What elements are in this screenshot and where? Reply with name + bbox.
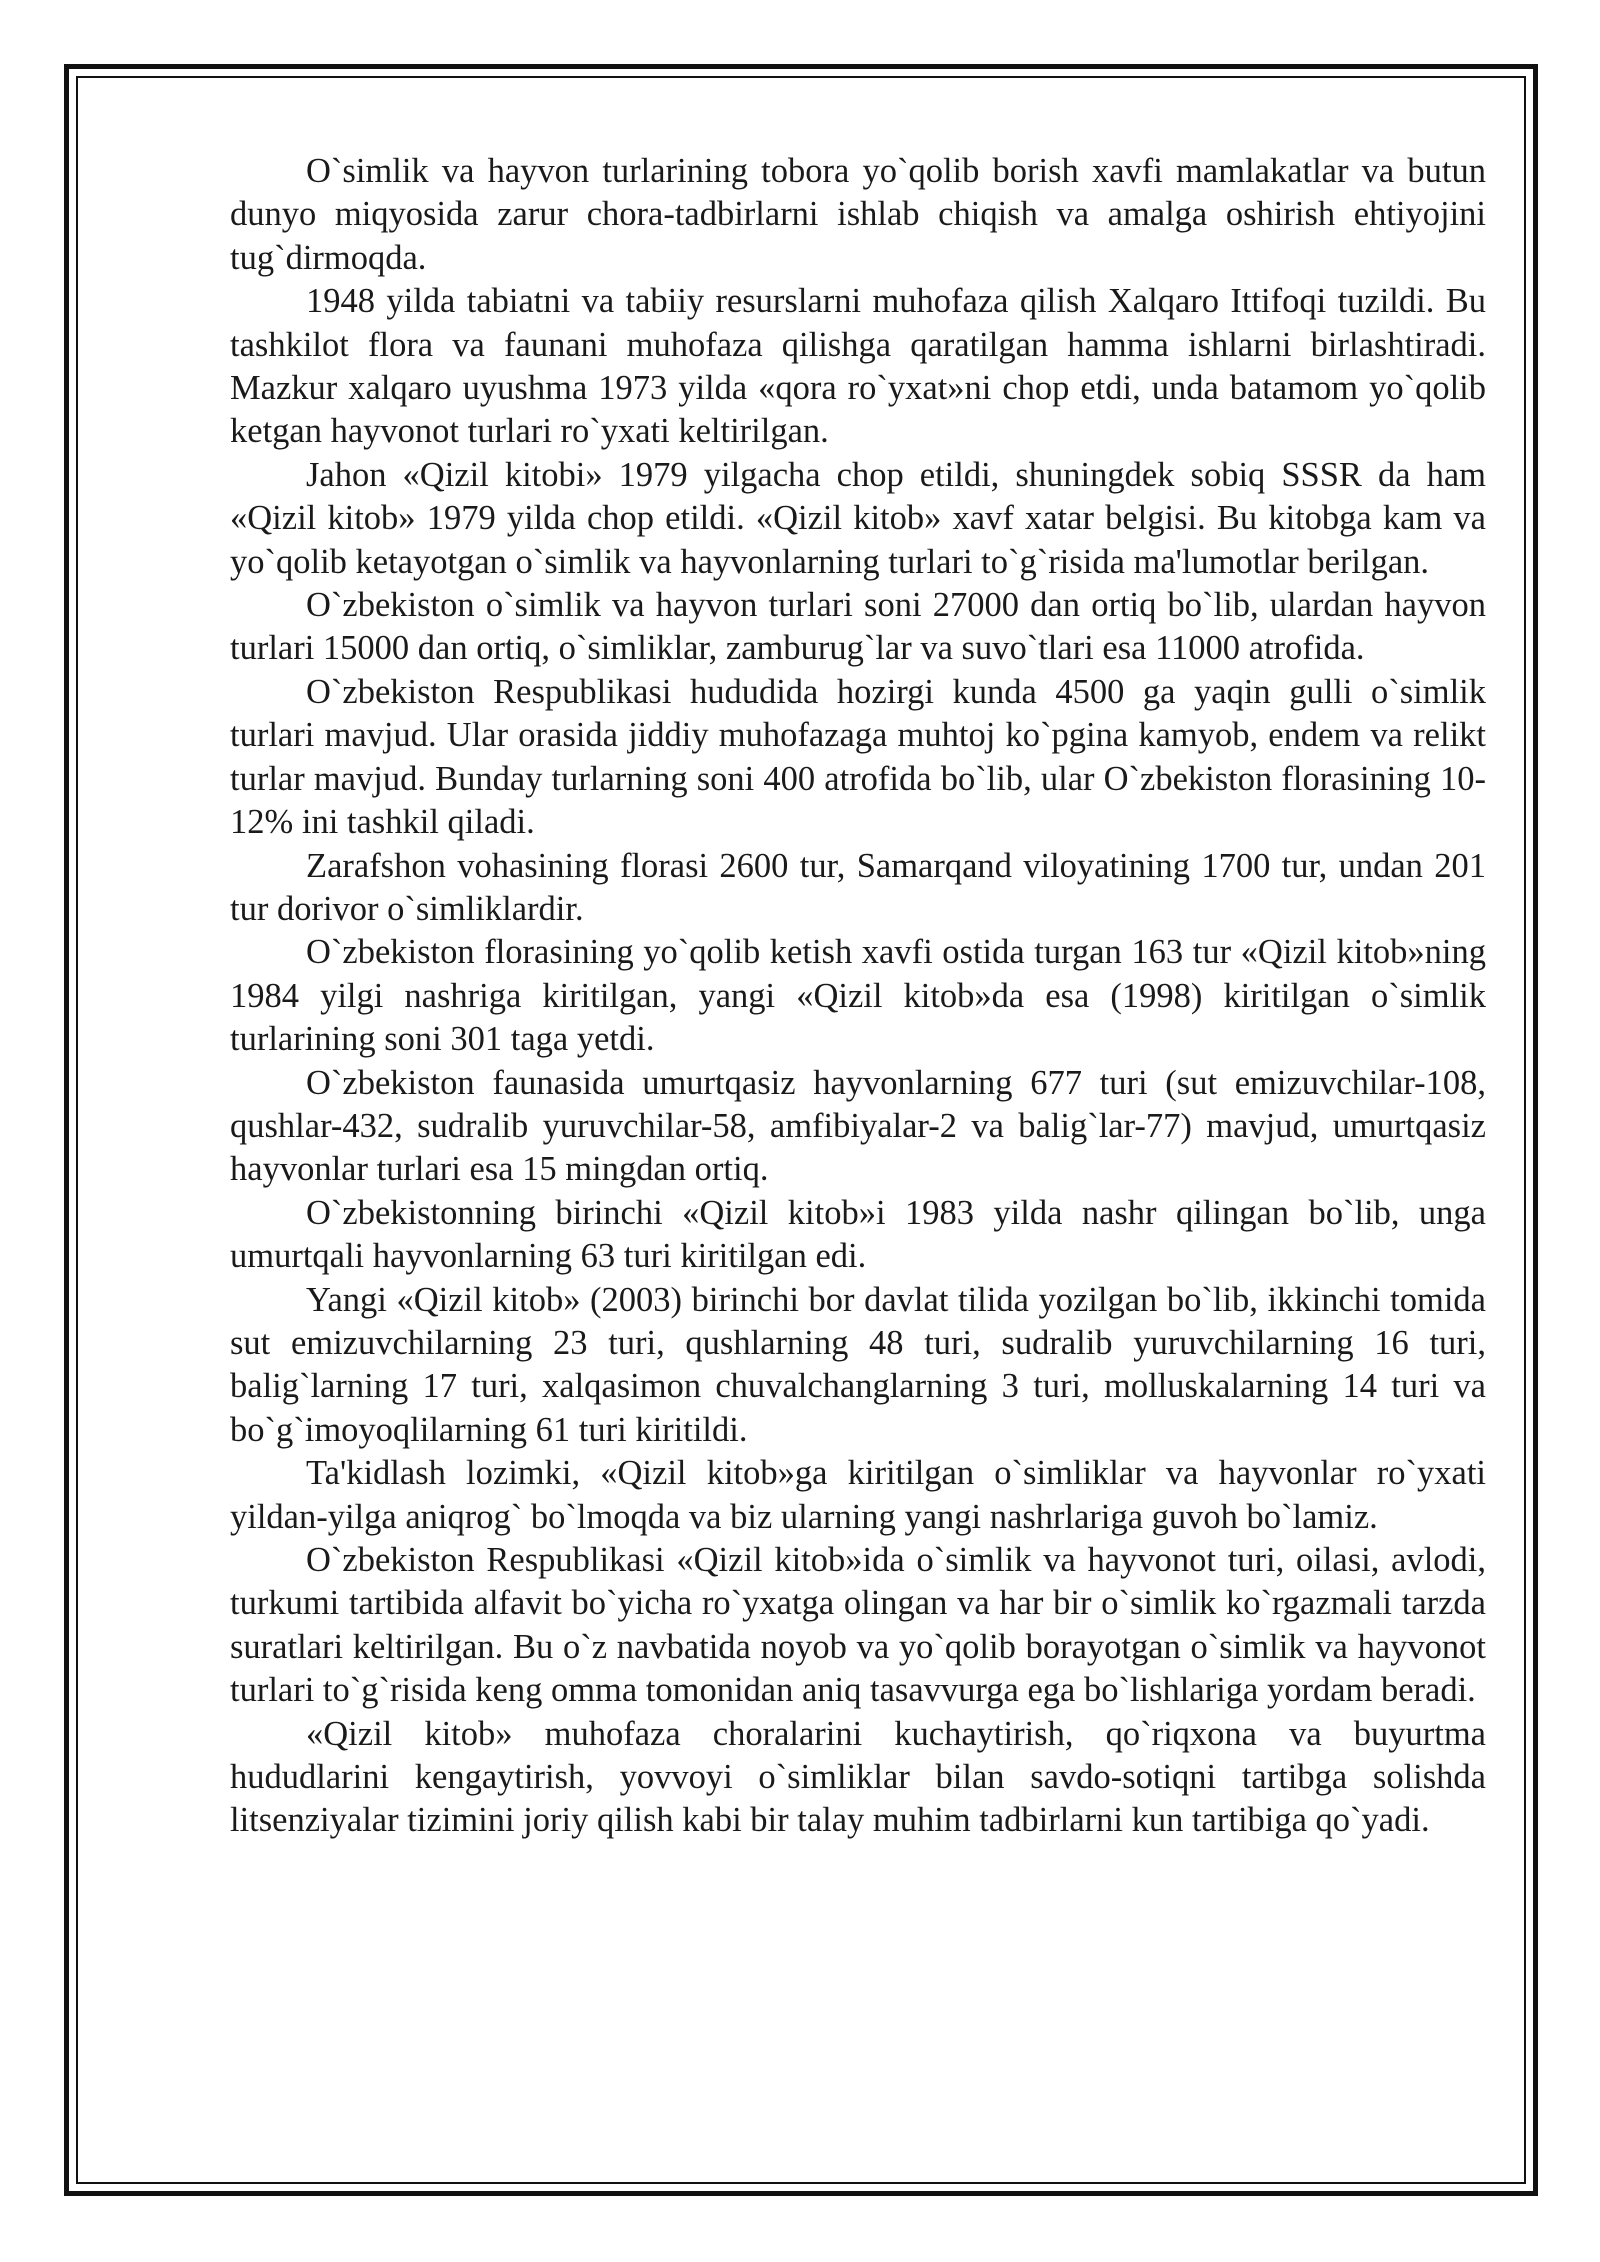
paragraph: O`zbekiston faunasida umurtqasiz hayvonlarning 677 turi (sut emizuvchilar-108, qushlar-432, sudralib yuruvchilar-58, amfibiyalar-2 va balig`lar-77) mavjud, umurtqasiz hayvonlar turlari esa 15 mingdan ortiq. [230, 1063, 1486, 1189]
paragraph: Jahon «Qizil kitobi» 1979 yilgacha chop etildi, shuningdek sobiq SSSR da ham «Qizil kitob» 1979 yilda chop etildi. «Qizil kitob» xavf xatar belgisi. Bu kitobga kam va yo`qolib ketayotgan o`simlik va hayvonlarning turlari to`g`risida ma'lumotlar berilgan. [230, 455, 1486, 581]
paragraph: Ta'kidlash lozimki, «Qizil kitob»ga kiritilgan o`simliklar va hayvonlar ro`yxati yildan-yilga aniqrog` bo`lmoqda va biz ularning yangi nashrlariga guvoh bo`lamiz. [230, 1454, 1486, 1536]
paragraph: O`zbekiston florasining yo`qolib ketish xavfi ostida turgan 163 tur «Qizil kitob»ning 1984 yilgi nashriga kiritilgan, yangi «Qizil kitob»da esa (1998) kiritilgan o`simlik turlarining soni 301 taga yetdi. [230, 933, 1486, 1059]
paragraph: Zarafshon vohasining florasi 2600 tur, Samarqand viloyatining 1700 tur, undan 201 tur dorivor o`simliklardir. [230, 846, 1486, 928]
paragraph: Yangi «Qizil kitob» (2003) birinchi bor davlat tilida yozilgan bo`lib, ikkinchi tomida sut emizuvchilarning 23 turi, qushlarning 48 turi, sudralib yuruvchilarning 16 turi, balig`larning 17 turi, xalqasimon chuvalchanglarning 3 turi, molluskalarning 14 turi va bo`g`imoyoqlilarning 61 turi kiritildi. [230, 1280, 1486, 1449]
paragraph: O`zbekiston o`simlik va hayvon turlari soni 27000 dan ortiq bo`lib, ulardan hayvon turlari 15000 dan ortiq, o`simliklar, zamburug`lar va suvo`tlari esa 11000 atrofida. [230, 586, 1486, 668]
paragraph: 1948 yilda tabiatni va tabiiy resurslarni muhofaza qilish Xalqaro Ittifoqi tuzildi. Bu tashkilot flora va faunani muhofaza qilishga qaratilgan hamma ishlarni birlashtiradi. Mazkur xalqaro uyushma 1973 yilda «qora ro`yxat»ni chop etdi, unda batamom yo`qolib ketgan hayvonot turlari ro`yxati keltirilgan. [230, 282, 1486, 451]
paragraph: «Qizil kitob» muhofaza choralarini kuchaytirish, qo`riqxona va buyurtma hududlarini kengaytirish, yovvoyi o`simliklar bilan savdo-sotiqni tartibga solishda litsenziyalar tizimini joriy qilish kabi bir talay muhim tadbirlarni kun tartibiga qo`yadi. [230, 1714, 1486, 1840]
paragraph: O`simlik va hayvon turlarining tobora yo`qolib borish xavfi mamlakatlar va butun dunyo miqyosida zarur chora-tadbirlarni ishlab chiqish va amalga oshirish ehtiyojini tug`dirmoqda. [230, 152, 1486, 277]
paragraph: O`zbekiston Respublikasi hududida hozirgi kunda 4500 ga yaqin gulli o`simlik turlari mavjud. Ular orasida jiddiy muhofazaga muhtoj ko`pgina kamyob, endem va relikt turlar mavjud. Bunday turlarning soni 400 atrofida bo`lib, ular O`zbekiston florasining 10-12% ini tashkil qiladi. [230, 672, 1486, 842]
document-body [230, 150, 1486, 1843]
paragraph: O`zbekiston Respublikasi «Qizil kitob»ida o`simlik va hayvonot turi, oilasi, avlodi, turkumi tartibida alfavit bo`yicha ro`yxatga olingan va har bir o`simlik ko`rgazmali tarzda suratlari keltirilgan. Bu o`z navbatida noyob va yo`qolib borayotgan o`simlik va hayvonot turlari to`g`risida keng omma tomonidan aniq tasavvurga ega bo`lishlariga yordam beradi. [230, 1541, 1486, 1710]
paragraph: O`zbekistonning birinchi «Qizil kitob»i 1983 yilda nashr qilingan bo`lib, unga umurtqali hayvonlarning 63 turi kiritilgan edi. [230, 1193, 1486, 1276]
